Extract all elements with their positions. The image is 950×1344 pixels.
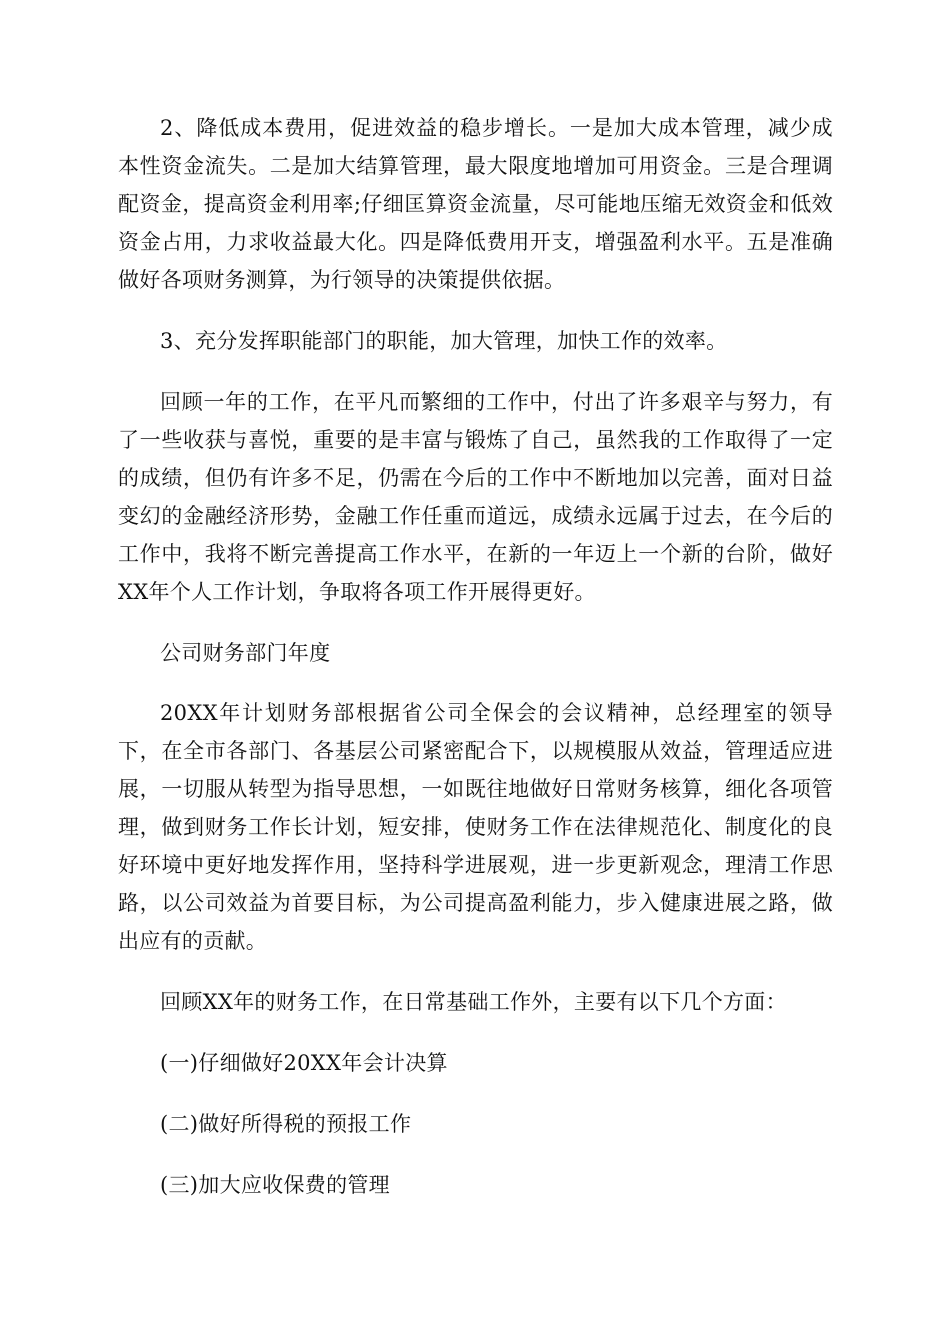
section-heading: 公司财务部门年度 [160,641,331,665]
document-body [118,109,833,1204]
list-item: (二)做好所得税的预报工作 [160,1112,412,1136]
paragraph-year-review: 回顾一年的工作，在平凡而繁细的工作中，付出了许多艰辛与努力，有了一些收获与喜悦，重要的是丰富与锻炼了自己，虽然我的工作取得了一定的成绩，但仍有许多不足，仍需在今后的工作中不断地加以完善，面对日益变幻的金融经济形势，金融工作任重而道远，成绩永远属于过去，在今后的工作中，我将不断完善提高工作水平，在新的一年迈上一个新的台阶，做好XX年个人工作计划，争取将各项工作开展得更好。 [118,390,833,604]
paragraph-annual-plan: 20XX年计划财务部根据省公司全保会的会议精神，总经理室的领导下，在全市各部门、各基层公司紧密配合下，以规模服从效益，管理适应进展，一切服从转型为指导思想，一如既往地做好日常财务核算，细化各项管理，做到财务工作长计划，短安排，使财务工作在法律规范化、制度化的良好环境中更好地发挥作用，坚持科学进展观，进一步更新观念，理清工作思路，以公司效益为首要目标，为公司提高盈利能力，步入健康进展之路，做出应有的贡献。 [118,701,833,953]
paragraph-department-function: 3、充分发挥职能部门的职能，加大管理，加快工作的效率。 [160,329,728,353]
list-item: (一)仔细做好20XX年会计决算 [160,1051,448,1075]
paragraph-review-intro: 回顾XX年的财务工作，在日常基础工作外，主要有以下几个方面： [160,990,787,1014]
list-item: (三)加大应收保费的管理 [160,1173,390,1197]
paragraph-cost-reduction: 2、降低成本费用，促进效益的稳步增长。一是加大成本管理，减少成本性资金流失。二是加大结算管理，最大限度地增加可用资金。三是合理调配资金，提高资金利用率;仔细匡算资金流量，尽可能地压缩无效资金和低效资金占用，力求收益最大化。四是降低费用开支，增强盈利水平。五是准确做好各项财务测算，为行领导的决策提供依据。 [118,116,833,292]
